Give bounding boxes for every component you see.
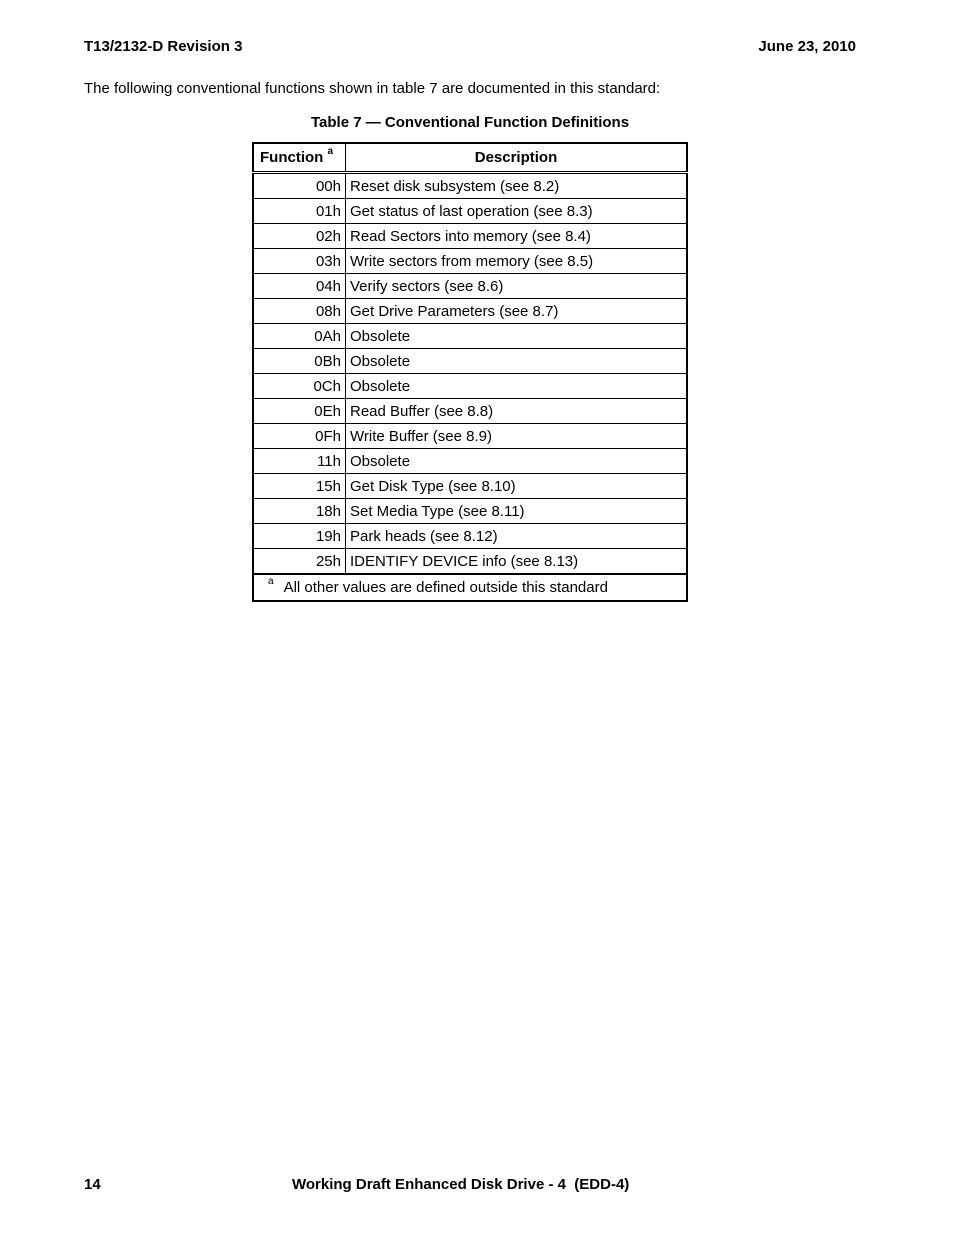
table-row: [253, 299, 687, 324]
table-row: [253, 424, 687, 449]
function-header-footnote-mark: a: [327, 146, 334, 157]
table-footnote: [253, 574, 687, 601]
table-row: [253, 324, 687, 349]
function-code: 02h: [253, 224, 346, 249]
function-column-header: [253, 143, 346, 173]
function-description: Reset disk subsystem (see 8.2): [346, 173, 688, 199]
function-description: Obsolete: [346, 374, 688, 399]
function-description: Obsolete: [346, 449, 688, 474]
function-code: 0Bh: [253, 349, 346, 374]
function-code: 08h: [253, 299, 346, 324]
function-code: 03h: [253, 249, 346, 274]
function-code: 11h: [253, 449, 346, 474]
function-description: Get status of last operation (see 8.3): [346, 199, 688, 224]
table-footnote-row: [253, 574, 687, 601]
document-id: T13/2132-D Revision 3: [84, 38, 243, 55]
function-description: Obsolete: [346, 324, 688, 349]
function-code: 0Eh: [253, 399, 346, 424]
description-column-header: Description: [346, 143, 688, 173]
function-description: Read Buffer (see 8.8): [346, 399, 688, 424]
page-number: 14: [84, 1176, 101, 1193]
table-row: [253, 549, 687, 575]
function-code: 25h: [253, 549, 346, 575]
table-row: [253, 449, 687, 474]
function-description: Write sectors from memory (see 8.5): [346, 249, 688, 274]
table-row: [253, 524, 687, 549]
function-description: Write Buffer (see 8.9): [346, 424, 688, 449]
table-row: [253, 199, 687, 224]
table-row: [253, 474, 687, 499]
function-code: 0Ch: [253, 374, 346, 399]
function-code: 18h: [253, 499, 346, 524]
table-row: [253, 349, 687, 374]
function-code: 0Fh: [253, 424, 346, 449]
function-code: 01h: [253, 199, 346, 224]
function-code: 00h: [253, 173, 346, 199]
function-description: Verify sectors (see 8.6): [346, 274, 688, 299]
table-row: [253, 274, 687, 299]
function-description: Set Media Type (see 8.11): [346, 499, 688, 524]
function-description: Park heads (see 8.12): [346, 524, 688, 549]
function-header-label: Function: [260, 149, 324, 166]
function-code: 19h: [253, 524, 346, 549]
intro-paragraph: The following conventional functions shown in table 7 are documented in this standard:: [84, 80, 661, 97]
footer-title: Working Draft Enhanced Disk Drive - 4 (EDD-4): [292, 1176, 630, 1193]
function-description: Read Sectors into memory (see 8.4): [346, 224, 688, 249]
table-caption: Table 7 — Conventional Function Definitions: [310, 114, 630, 131]
table-row: [253, 173, 687, 199]
footnote-text: All other values are defined outside this standard: [283, 579, 608, 596]
table-row: [253, 249, 687, 274]
function-definitions-table: [252, 142, 688, 602]
table-row: [253, 374, 687, 399]
function-description: Obsolete: [346, 349, 688, 374]
function-description: Get Drive Parameters (see 8.7): [346, 299, 688, 324]
document-date: June 23, 2010: [758, 38, 856, 55]
footnote-mark: a: [268, 576, 274, 587]
function-description: IDENTIFY DEVICE info (see 8.13): [346, 549, 688, 575]
function-code: 0Ah: [253, 324, 346, 349]
function-description: Get Disk Type (see 8.10): [346, 474, 688, 499]
table-row: [253, 399, 687, 424]
function-code: 04h: [253, 274, 346, 299]
table-row: [253, 499, 687, 524]
function-code: 15h: [253, 474, 346, 499]
table-row: [253, 224, 687, 249]
table-header-row: [253, 143, 687, 173]
